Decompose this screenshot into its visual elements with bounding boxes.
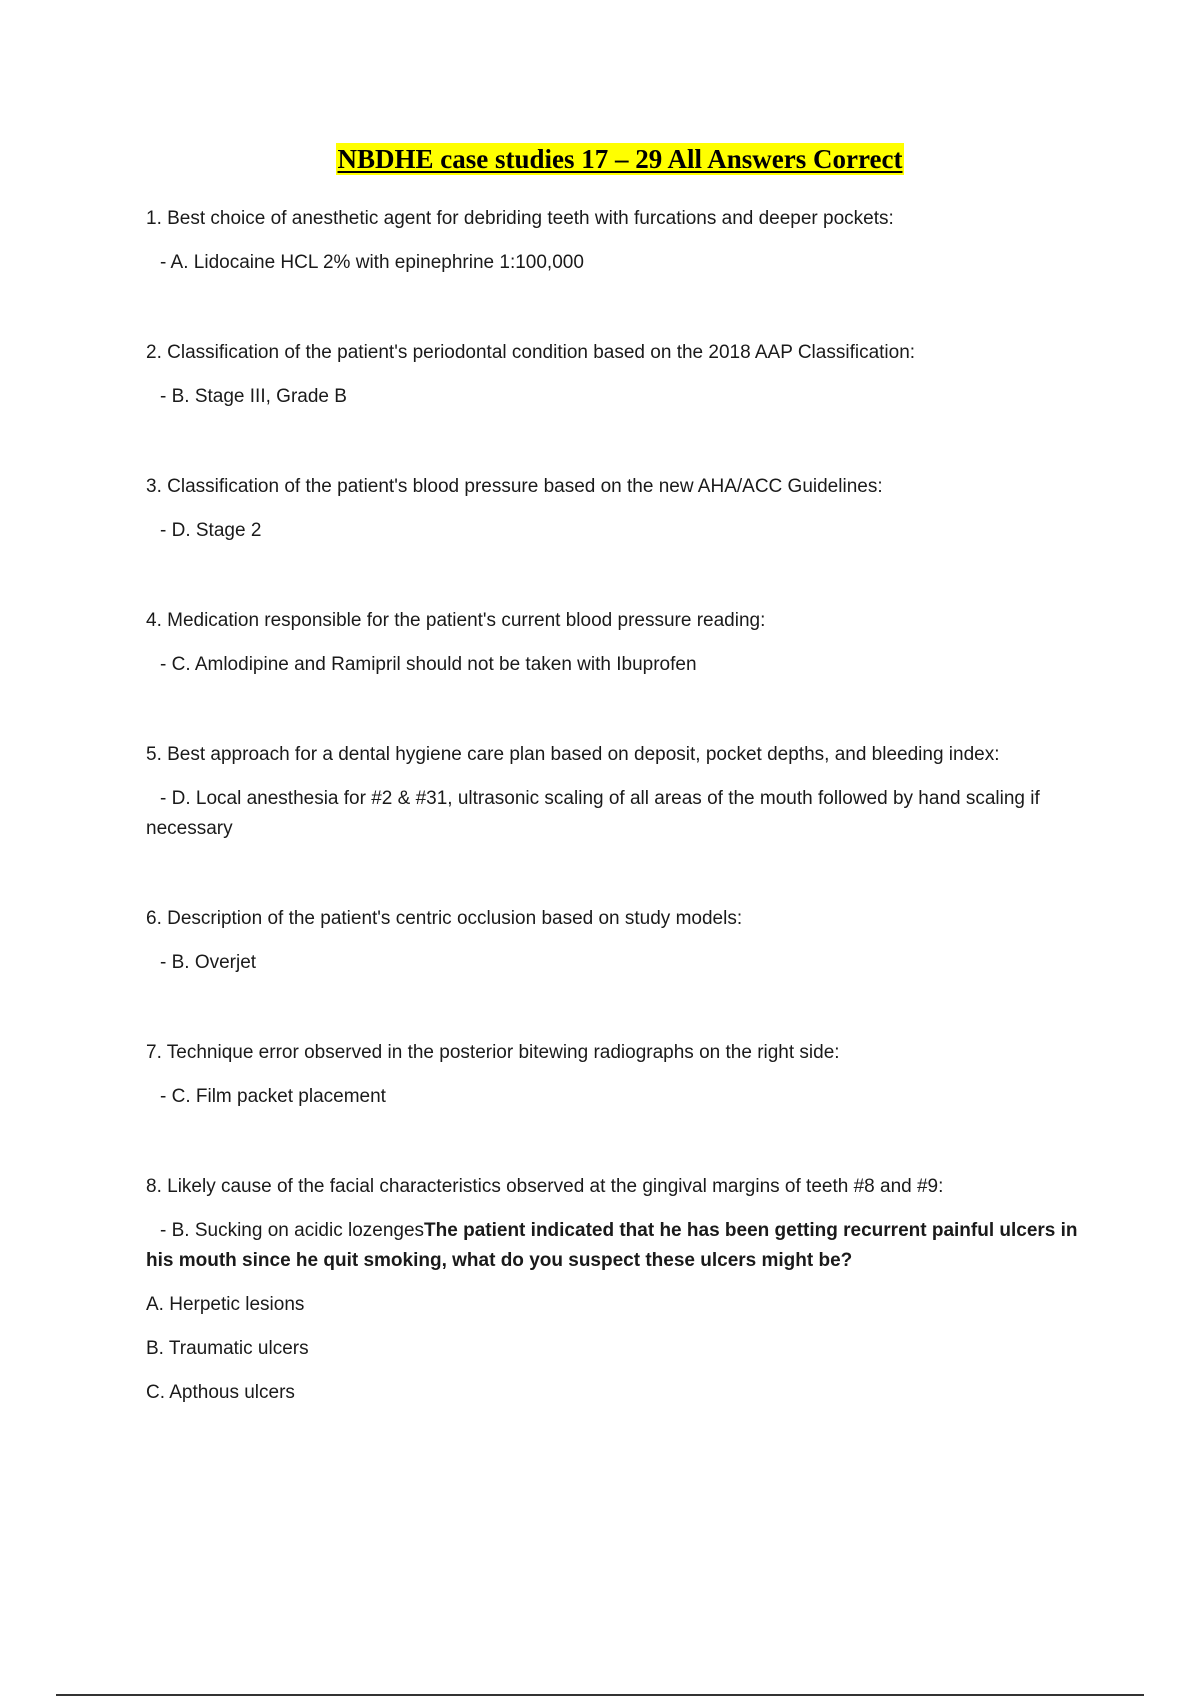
answer-text: - D. Local anesthesia for #2 & #31, ultrasonic scaling of all areas of the mouth followed by hand scaling if necessary	[146, 788, 1040, 839]
answer-text: - A. Lidocaine HCL 2% with epinephrine 1:100,000	[160, 252, 584, 273]
answer-text	[146, 1216, 1086, 1276]
question-text: 1. Best choice of anesthetic agent for debriding teeth with furcations and deeper pockets:	[146, 208, 894, 229]
answer-text: - D. Stage 2	[160, 520, 262, 541]
qa-item	[146, 1038, 1086, 1112]
question-text: 5. Best approach for a dental hygiene care plan based on deposit, pocket depths, and bleeding index:	[146, 744, 1000, 765]
qa-item	[146, 338, 1086, 412]
option-c: C. Apthous ulcers	[146, 1382, 295, 1403]
qa-item	[146, 740, 1086, 844]
title-wrap	[0, 143, 1200, 175]
question-text: 8. Likely cause of the facial characteristics observed at the gingival margins of teeth #8 and #9:	[146, 1176, 944, 1197]
follow-up-question: The patient indicated that he has been getting recurrent painful ulcers in his mouth since he quit smoking, what do you suspect these ulcers might be?	[146, 1220, 1078, 1271]
question-text: 2. Classification of the patient's periodontal condition based on the 2018 AAP Classification:	[146, 342, 916, 363]
footer-rule	[56, 1694, 1144, 1696]
page-title: NBDHE case studies 17 – 29 All Answers Correct	[337, 144, 903, 174]
question-text: 3. Classification of the patient's blood pressure based on the new AHA/ACC Guidelines:	[146, 476, 883, 497]
answer-text: - B. Overjet	[160, 952, 257, 973]
qa-item	[146, 606, 1086, 680]
question-text: 4. Medication responsible for the patient's current blood pressure reading:	[146, 610, 766, 631]
answer-text: - B. Stage III, Grade B	[160, 386, 347, 407]
question-text: 7. Technique error observed in the posterior bitewing radiographs on the right side:	[146, 1042, 840, 1063]
answer-text: - C. Amlodipine and Ramipril should not be taken with Ibuprofen	[160, 654, 697, 675]
qa-item-8	[146, 1172, 1086, 1408]
option-a: A. Herpetic lesions	[146, 1294, 305, 1315]
answer-8-text: - B. Sucking on acidic lozenges	[160, 1220, 425, 1241]
answer-text: - C. Film packet placement	[160, 1086, 386, 1107]
option-b: B. Traumatic ulcers	[146, 1338, 309, 1359]
qa-list	[146, 204, 1086, 1408]
qa-item	[146, 904, 1086, 978]
qa-item	[146, 204, 1086, 278]
question-text: 6. Description of the patient's centric occlusion based on study models:	[146, 908, 743, 929]
qa-item	[146, 472, 1086, 546]
